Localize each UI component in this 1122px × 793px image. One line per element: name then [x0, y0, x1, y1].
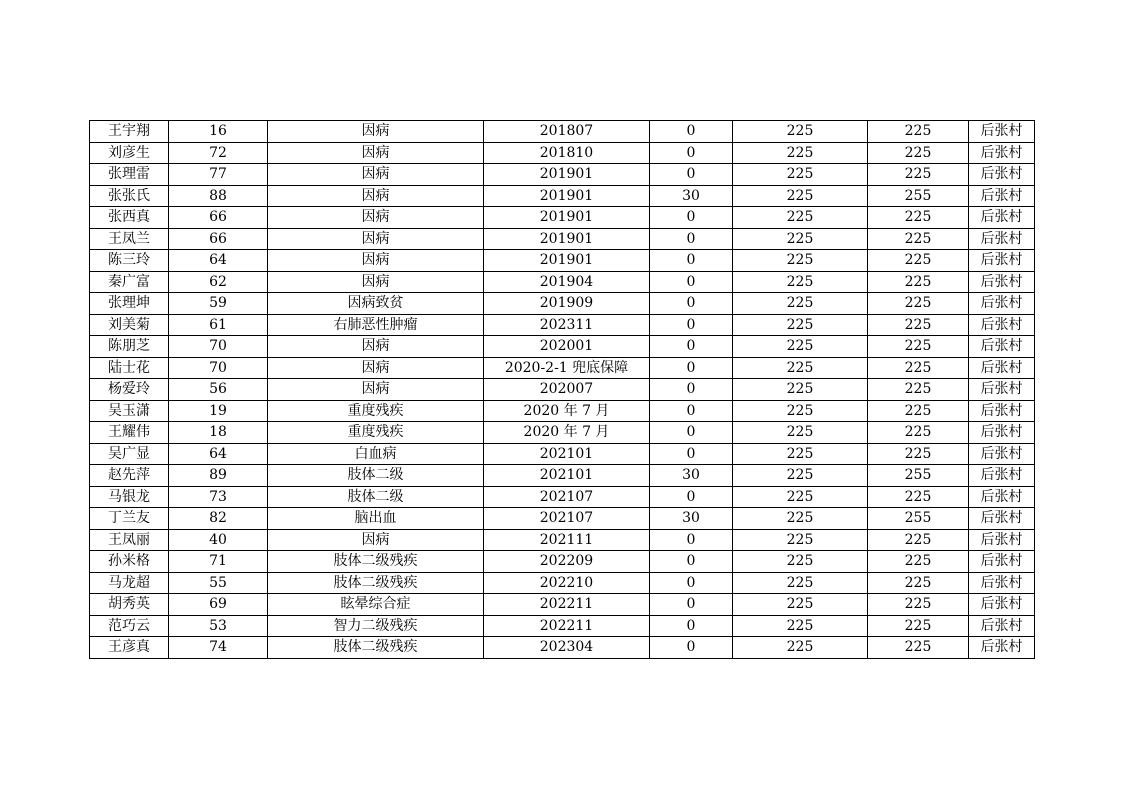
date-cell: 202001 [484, 336, 650, 358]
base-amount-cell: 225 [733, 271, 868, 293]
table-row [90, 465, 1035, 487]
base-amount-cell: 225 [733, 529, 868, 551]
table-row [90, 508, 1035, 530]
name-cell: 吴玉潇 [90, 400, 169, 422]
village-cell: 后张村 [969, 615, 1035, 637]
total-amount-cell: 225 [868, 250, 969, 272]
age-cell: 62 [169, 271, 268, 293]
table-row [90, 271, 1035, 293]
village-cell: 后张村 [969, 142, 1035, 164]
age-cell: 64 [169, 250, 268, 272]
base-amount-cell: 225 [733, 400, 868, 422]
village-cell: 后张村 [969, 508, 1035, 530]
base-amount-cell: 225 [733, 314, 868, 336]
name-cell: 张理雷 [90, 164, 169, 186]
reason-cell: 因病 [268, 121, 484, 143]
reason-cell: 因病致贫 [268, 293, 484, 315]
table-row [90, 443, 1035, 465]
village-cell: 后张村 [969, 250, 1035, 272]
total-amount-cell: 225 [868, 594, 969, 616]
village-cell: 后张村 [969, 594, 1035, 616]
reason-cell: 因病 [268, 271, 484, 293]
name-cell: 张理坤 [90, 293, 169, 315]
table-row [90, 357, 1035, 379]
village-cell: 后张村 [969, 164, 1035, 186]
total-amount-cell: 225 [868, 164, 969, 186]
total-amount-cell: 225 [868, 121, 969, 143]
village-cell: 后张村 [969, 271, 1035, 293]
total-amount-cell: 225 [868, 228, 969, 250]
village-cell: 后张村 [969, 357, 1035, 379]
table-row [90, 121, 1035, 143]
age-cell: 74 [169, 637, 268, 659]
total-amount-cell: 225 [868, 142, 969, 164]
village-cell: 后张村 [969, 336, 1035, 358]
extra-cell: 0 [650, 551, 733, 573]
reason-cell: 肢体二级残疾 [268, 551, 484, 573]
village-cell: 后张村 [969, 443, 1035, 465]
total-amount-cell: 255 [868, 185, 969, 207]
total-amount-cell: 225 [868, 486, 969, 508]
name-cell: 刘彦生 [90, 142, 169, 164]
name-cell: 张西真 [90, 207, 169, 229]
extra-cell: 0 [650, 207, 733, 229]
base-amount-cell: 225 [733, 486, 868, 508]
date-cell: 201901 [484, 250, 650, 272]
age-cell: 70 [169, 336, 268, 358]
name-cell: 丁兰友 [90, 508, 169, 530]
table-row [90, 207, 1035, 229]
table-row [90, 314, 1035, 336]
age-cell: 53 [169, 615, 268, 637]
assistance-roster-table [89, 120, 1035, 659]
table-row [90, 594, 1035, 616]
reason-cell: 白血病 [268, 443, 484, 465]
table-row [90, 250, 1035, 272]
village-cell: 后张村 [969, 529, 1035, 551]
base-amount-cell: 225 [733, 465, 868, 487]
extra-cell: 0 [650, 121, 733, 143]
base-amount-cell: 225 [733, 357, 868, 379]
date-cell: 201810 [484, 142, 650, 164]
extra-cell: 0 [650, 314, 733, 336]
reason-cell: 因病 [268, 379, 484, 401]
reason-cell: 肢体二级 [268, 486, 484, 508]
age-cell: 18 [169, 422, 268, 444]
name-cell: 杨爱玲 [90, 379, 169, 401]
village-cell: 后张村 [969, 185, 1035, 207]
reason-cell: 因病 [268, 228, 484, 250]
base-amount-cell: 225 [733, 164, 868, 186]
date-cell: 202304 [484, 637, 650, 659]
reason-cell: 因病 [268, 250, 484, 272]
total-amount-cell: 225 [868, 336, 969, 358]
village-cell: 后张村 [969, 637, 1035, 659]
name-cell: 王凤丽 [90, 529, 169, 551]
base-amount-cell: 225 [733, 142, 868, 164]
age-cell: 66 [169, 228, 268, 250]
table-row [90, 551, 1035, 573]
date-cell: 201901 [484, 164, 650, 186]
base-amount-cell: 225 [733, 443, 868, 465]
reason-cell: 智力二级残疾 [268, 615, 484, 637]
name-cell: 范巧云 [90, 615, 169, 637]
reason-cell: 肢体二级 [268, 465, 484, 487]
name-cell: 孙米格 [90, 551, 169, 573]
extra-cell: 0 [650, 486, 733, 508]
base-amount-cell: 225 [733, 508, 868, 530]
base-amount-cell: 225 [733, 207, 868, 229]
extra-cell: 0 [650, 379, 733, 401]
reason-cell: 因病 [268, 185, 484, 207]
reason-cell: 肢体二级残疾 [268, 572, 484, 594]
table-row [90, 293, 1035, 315]
extra-cell: 0 [650, 422, 733, 444]
extra-cell: 0 [650, 572, 733, 594]
name-cell: 陆士花 [90, 357, 169, 379]
total-amount-cell: 225 [868, 379, 969, 401]
date-cell: 202209 [484, 551, 650, 573]
name-cell: 赵先萍 [90, 465, 169, 487]
name-cell: 刘美菊 [90, 314, 169, 336]
base-amount-cell: 225 [733, 615, 868, 637]
name-cell: 马银龙 [90, 486, 169, 508]
total-amount-cell: 225 [868, 293, 969, 315]
total-amount-cell: 225 [868, 551, 969, 573]
base-amount-cell: 225 [733, 250, 868, 272]
age-cell: 40 [169, 529, 268, 551]
extra-cell: 30 [650, 508, 733, 530]
table-row [90, 486, 1035, 508]
extra-cell: 0 [650, 142, 733, 164]
age-cell: 77 [169, 164, 268, 186]
extra-cell: 0 [650, 250, 733, 272]
village-cell: 后张村 [969, 572, 1035, 594]
total-amount-cell: 225 [868, 615, 969, 637]
reason-cell: 重度残疾 [268, 400, 484, 422]
table-row [90, 637, 1035, 659]
date-cell: 2020-2-1 兜底保障 [484, 357, 650, 379]
table-row [90, 379, 1035, 401]
name-cell: 胡秀英 [90, 594, 169, 616]
village-cell: 后张村 [969, 400, 1035, 422]
reason-cell: 肢体二级残疾 [268, 637, 484, 659]
age-cell: 89 [169, 465, 268, 487]
base-amount-cell: 225 [733, 228, 868, 250]
reason-cell: 因病 [268, 529, 484, 551]
name-cell: 王彦真 [90, 637, 169, 659]
table-row [90, 142, 1035, 164]
date-cell: 202111 [484, 529, 650, 551]
total-amount-cell: 225 [868, 572, 969, 594]
date-cell: 201901 [484, 185, 650, 207]
table-row [90, 400, 1035, 422]
total-amount-cell: 225 [868, 357, 969, 379]
date-cell: 202107 [484, 508, 650, 530]
age-cell: 19 [169, 400, 268, 422]
total-amount-cell: 225 [868, 207, 969, 229]
age-cell: 70 [169, 357, 268, 379]
age-cell: 56 [169, 379, 268, 401]
extra-cell: 0 [650, 336, 733, 358]
village-cell: 后张村 [969, 314, 1035, 336]
base-amount-cell: 225 [733, 336, 868, 358]
village-cell: 后张村 [969, 293, 1035, 315]
date-cell: 202211 [484, 594, 650, 616]
date-cell: 201904 [484, 271, 650, 293]
date-cell: 2020 年 7 月 [484, 422, 650, 444]
age-cell: 71 [169, 551, 268, 573]
name-cell: 王耀伟 [90, 422, 169, 444]
reason-cell: 因病 [268, 357, 484, 379]
total-amount-cell: 225 [868, 443, 969, 465]
name-cell: 张张氏 [90, 185, 169, 207]
total-amount-cell: 225 [868, 314, 969, 336]
age-cell: 88 [169, 185, 268, 207]
base-amount-cell: 225 [733, 422, 868, 444]
date-cell: 201807 [484, 121, 650, 143]
village-cell: 后张村 [969, 422, 1035, 444]
reason-cell: 因病 [268, 164, 484, 186]
table-row [90, 529, 1035, 551]
total-amount-cell: 255 [868, 508, 969, 530]
table-row [90, 336, 1035, 358]
age-cell: 55 [169, 572, 268, 594]
name-cell: 王宇翔 [90, 121, 169, 143]
base-amount-cell: 225 [733, 637, 868, 659]
village-cell: 后张村 [969, 379, 1035, 401]
name-cell: 秦广富 [90, 271, 169, 293]
table-row [90, 572, 1035, 594]
date-cell: 201901 [484, 228, 650, 250]
reason-cell: 眩晕综合症 [268, 594, 484, 616]
village-cell: 后张村 [969, 486, 1035, 508]
total-amount-cell: 225 [868, 422, 969, 444]
base-amount-cell: 225 [733, 293, 868, 315]
village-cell: 后张村 [969, 228, 1035, 250]
date-cell: 201909 [484, 293, 650, 315]
name-cell: 王凤兰 [90, 228, 169, 250]
date-cell: 202210 [484, 572, 650, 594]
name-cell: 马龙超 [90, 572, 169, 594]
table-row [90, 185, 1035, 207]
village-cell: 后张村 [969, 465, 1035, 487]
base-amount-cell: 225 [733, 594, 868, 616]
age-cell: 64 [169, 443, 268, 465]
village-cell: 后张村 [969, 121, 1035, 143]
date-cell: 201901 [484, 207, 650, 229]
table-row [90, 164, 1035, 186]
reason-cell: 因病 [268, 142, 484, 164]
extra-cell: 0 [650, 164, 733, 186]
age-cell: 73 [169, 486, 268, 508]
table-row [90, 615, 1035, 637]
extra-cell: 0 [650, 594, 733, 616]
extra-cell: 0 [650, 529, 733, 551]
extra-cell: 0 [650, 400, 733, 422]
date-cell: 202101 [484, 443, 650, 465]
age-cell: 16 [169, 121, 268, 143]
total-amount-cell: 225 [868, 637, 969, 659]
date-cell: 2020 年 7 月 [484, 400, 650, 422]
name-cell: 陈三玲 [90, 250, 169, 272]
age-cell: 66 [169, 207, 268, 229]
base-amount-cell: 225 [733, 572, 868, 594]
age-cell: 72 [169, 142, 268, 164]
extra-cell: 0 [650, 293, 733, 315]
table-row [90, 422, 1035, 444]
extra-cell: 30 [650, 465, 733, 487]
total-amount-cell: 225 [868, 400, 969, 422]
extra-cell: 30 [650, 185, 733, 207]
date-cell: 202107 [484, 486, 650, 508]
age-cell: 59 [169, 293, 268, 315]
reason-cell: 右肺恶性肿瘤 [268, 314, 484, 336]
age-cell: 82 [169, 508, 268, 530]
total-amount-cell: 225 [868, 271, 969, 293]
reason-cell: 因病 [268, 336, 484, 358]
extra-cell: 0 [650, 357, 733, 379]
date-cell: 202211 [484, 615, 650, 637]
date-cell: 202311 [484, 314, 650, 336]
age-cell: 61 [169, 314, 268, 336]
age-cell: 69 [169, 594, 268, 616]
total-amount-cell: 255 [868, 465, 969, 487]
date-cell: 202101 [484, 465, 650, 487]
base-amount-cell: 225 [733, 551, 868, 573]
date-cell: 202007 [484, 379, 650, 401]
base-amount-cell: 225 [733, 121, 868, 143]
table-row [90, 228, 1035, 250]
reason-cell: 因病 [268, 207, 484, 229]
extra-cell: 0 [650, 615, 733, 637]
village-cell: 后张村 [969, 207, 1035, 229]
extra-cell: 0 [650, 228, 733, 250]
reason-cell: 脑出血 [268, 508, 484, 530]
table-body [90, 121, 1035, 659]
extra-cell: 0 [650, 443, 733, 465]
village-cell: 后张村 [969, 551, 1035, 573]
extra-cell: 0 [650, 637, 733, 659]
base-amount-cell: 225 [733, 379, 868, 401]
base-amount-cell: 225 [733, 185, 868, 207]
total-amount-cell: 225 [868, 529, 969, 551]
name-cell: 吴广显 [90, 443, 169, 465]
name-cell: 陈朋芝 [90, 336, 169, 358]
reason-cell: 重度残疾 [268, 422, 484, 444]
extra-cell: 0 [650, 271, 733, 293]
